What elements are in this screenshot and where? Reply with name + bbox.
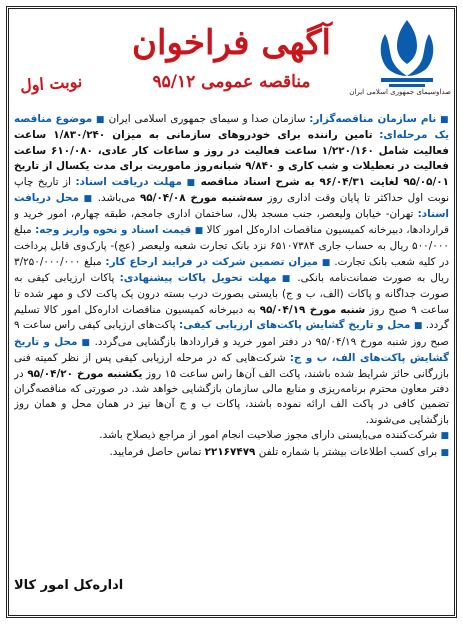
note2-suffix: تماس حاصل فرمایید. bbox=[109, 445, 202, 458]
org-value: سازمان صدا و سیمای جمهوری اسلامی ایران bbox=[108, 113, 306, 125]
bullet-icon: ■ bbox=[186, 177, 197, 188]
org-label: نام سازمان مناقصه‌گزار: bbox=[309, 113, 437, 125]
receive-tail: می‌باشد. bbox=[97, 192, 136, 205]
price-label: قیمت اسناد و نحوه واریز وجه: bbox=[35, 223, 192, 236]
open-day: یکشنبه bbox=[107, 367, 143, 380]
note1: شرکت‌کننده می‌بایستی دارای مجوز صلاحیت انجام امور از مراجع ذیصلاح باشد. bbox=[99, 429, 438, 442]
open-label: محل و تاریخ گشایش پاکت‌های الف، ب و ج: bbox=[14, 335, 449, 365]
open-date: مورخ ۹۵/۰۴/۲۰ bbox=[27, 367, 104, 380]
delivery-day: شنبه bbox=[340, 303, 366, 316]
irib-logo-icon bbox=[367, 14, 447, 98]
bullet-icon: ■ bbox=[83, 194, 94, 205]
open-tail: در دفتر معاون محترم برنامه‌ریزی و منابع مالی سازمان بازگشایی خواهد شد. در صورتی که مناقصه‌گران تضمین کافی در پاکت الف ارائه نموده باشند، پاکات ب و ج آن‌ها نیز در همان محل و همان روز بازگشایی می‌شوند. bbox=[14, 367, 449, 426]
bullet-icon: ■ bbox=[413, 321, 423, 332]
bullet-icon: ■ bbox=[440, 447, 449, 458]
delivery-date: مورخ ۹۵/۰۴/۱۹ bbox=[259, 303, 337, 316]
quality-label: محل و تاریخ گشایش پاکت‌های ارزیابی کیفی: bbox=[179, 319, 411, 332]
bullet-icon: ■ bbox=[95, 115, 105, 125]
round-label: نوبت اول bbox=[19, 71, 83, 96]
delivery-value: پاکات ارزیابی کیفی به صورت جداگانه و پاکات (الف، ب و ج) بایستی بصورت درب بسته درون یک پاکت لاک و مهر شده تا ساعت ۹ صبح روز bbox=[14, 272, 449, 316]
receive-label: مهلت دریافت اسناد: bbox=[75, 175, 182, 188]
subject-value: تامین راننده برای خودروهای سازمانی به میزان ۱/۸۳۰/۲۴۰ ساعت فعالیت شامل ۱/۲۲۰/۱۶۰ ساعت فعالیت در روز و ساعات کار عادی، ۶۱۰/۰۸۰ ساعت فعالیت در تعطیلات و شب کاری و ۹/۸۴۰ شبانه‌روز ماموریت برای مدت یکسال از تاریخ ۹۵/۰۵/۰۱ لغایت ۹۶/۰۴/۳۱ به شرح اسناد مناقصه bbox=[14, 129, 449, 188]
logo-caption: صداوسیمای جمهوری اسلامی ایران bbox=[349, 88, 451, 96]
bullet-icon: ■ bbox=[281, 274, 293, 285]
tender-number: مناقصه عمومی ۹۵/۱۲ bbox=[152, 72, 311, 92]
quality-value: پاکت‌های ارزیابی کیفی راس ساعت ۹ صبح روز شنبه مورخ ۹۵/۰۴/۱۹ در دفتر امور خرید و قراردادها بازگشایی می‌گردد. bbox=[14, 319, 449, 348]
paragraph-main bbox=[14, 112, 449, 428]
header bbox=[12, 10, 451, 108]
bullet-icon: ■ bbox=[440, 115, 449, 125]
bullet-icon: ■ bbox=[321, 257, 331, 268]
note-contact bbox=[14, 445, 449, 461]
receive-day: سه‌شنبه bbox=[221, 192, 263, 205]
receive-value: از تاریخ چاپ نوبت اول حداکثر تا پایان وقت اداری روز bbox=[14, 175, 449, 205]
delivery-label: مهلت تحویل پاکات پیشنهادی: bbox=[119, 272, 277, 285]
bullet-icon: ■ bbox=[194, 225, 204, 236]
note-license bbox=[14, 428, 449, 444]
contact-phone: ۲۲۱۶۷۴۷۹ bbox=[204, 445, 256, 458]
place-value: تهران- خیابان ولیعصر، جنب مسجد بلال، ساختمان اداری جامجم، طبقه چهارم، امور خرید و قراردادها، دبیرخانه کمیسیون مناقصات اداره‌کل امور کالا bbox=[14, 208, 449, 236]
tender-body bbox=[14, 112, 449, 574]
price-value: مبلغ ۵۰۰/۰۰۰ ریال به حساب جاری ۶۵۱۰۷۳۸۴ نزد بانک تجارت شعبه ولیعصر (عج)- پارک‌وی قابل پرداخت در کلیه شعب بانک تجارت. bbox=[14, 223, 449, 268]
receive-date: مورخ ۹۵/۰۴/۰۸ bbox=[139, 192, 217, 205]
subject-label: موضوع مناقصه یک مرحله‌ای: bbox=[14, 113, 449, 142]
bullet-icon: ■ bbox=[440, 431, 449, 442]
delivery-tail: به دبیرخانه کمیسیون مناقصات اداره‌کل امور کالا تسلیم گردد. bbox=[14, 303, 449, 332]
page-title: آگهی فراخوان bbox=[132, 23, 331, 63]
guarantee-label: میزان تضمین شرکت در فرایند ارجاع کار: bbox=[105, 255, 318, 268]
note2-prefix: برای کسب اطلاعات بیشتر با شماره تلفن bbox=[258, 445, 438, 458]
guarantee-value: مبلغ ۳/۲۵۰/۰۰۰/۰۰۰ ریال به صورت ضمانت‌نامه بانکی. bbox=[14, 255, 449, 285]
open-value: شرکت‌هایی که در مرحله ارزیابی کیفی پس از نظر کمیته فنی بازرگانی حائز شرایط شده باشند، پاکت الف آن‌ها راس ساعت ۱۵ روز bbox=[14, 352, 449, 380]
bullet-icon: ■ bbox=[81, 337, 91, 348]
place-label: محل دریافت اسناد: bbox=[14, 192, 449, 221]
footer-signature: اداره‌کل امور کالا bbox=[14, 578, 124, 593]
